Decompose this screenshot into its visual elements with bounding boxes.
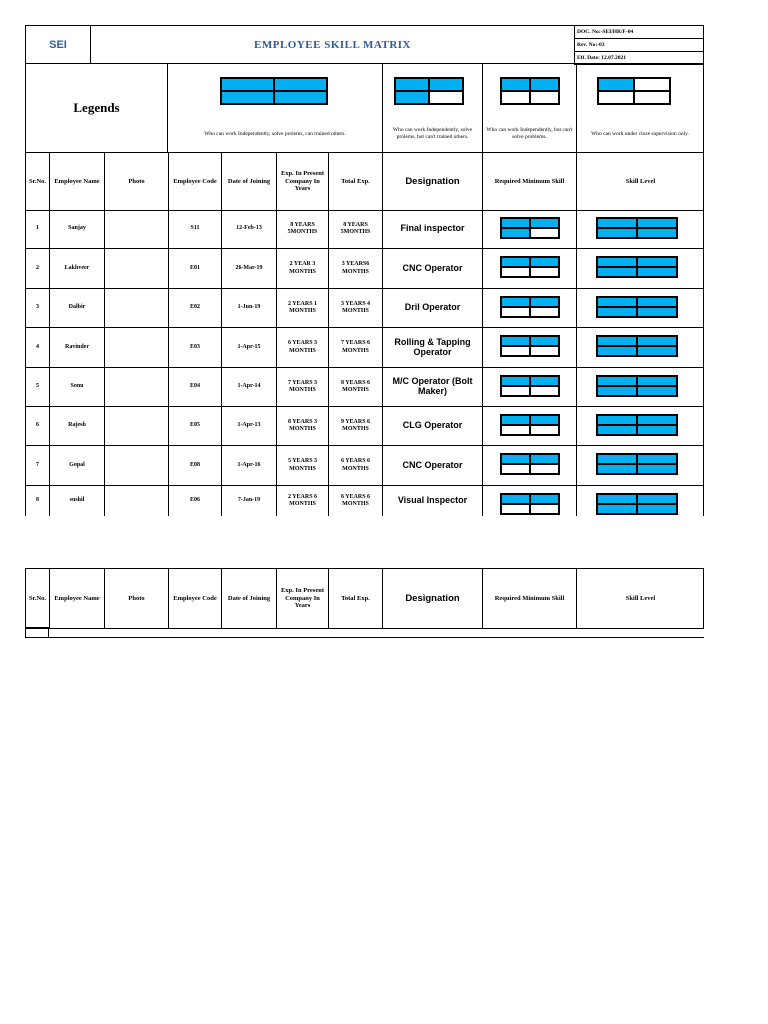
legend-2-cell-2 bbox=[429, 78, 463, 91]
col-photo-header: Photo bbox=[104, 568, 168, 629]
row-right-border bbox=[703, 328, 704, 368]
skill-level-box-cell-2 bbox=[637, 257, 677, 267]
skill-level-box-cell-2 bbox=[637, 494, 677, 504]
legend-4-cell-2 bbox=[634, 78, 670, 91]
srno-cell: 1 bbox=[25, 210, 49, 249]
srno-cell: 5 bbox=[25, 368, 49, 407]
empty-row-border bbox=[25, 637, 704, 638]
photo-cell bbox=[104, 289, 168, 328]
skill-level-box-cell-3 bbox=[597, 267, 637, 277]
legend-3-cell-3 bbox=[501, 91, 530, 104]
date-of-joining-cell: 1-Apr-14 bbox=[221, 368, 276, 407]
required-skill-box-cell-2 bbox=[530, 494, 559, 504]
required-skill-box-cell-3 bbox=[501, 346, 530, 356]
skill-level-box-cell-1 bbox=[597, 336, 637, 346]
exp-present-cell: 2 YEARS 1 MONTHS bbox=[276, 289, 328, 328]
srno-cell: 7 bbox=[25, 446, 49, 486]
total-exp-cell: 9 YEARS 6 MONTHS bbox=[328, 407, 382, 446]
legend-1-cell-4 bbox=[274, 91, 327, 104]
required-skill-box bbox=[500, 256, 560, 278]
col-employee-code-header: Employee Code bbox=[168, 568, 221, 629]
effective-date: Eff. Date: 12.07.2021 bbox=[574, 51, 704, 65]
employee-name-cell: Sanjay bbox=[49, 210, 104, 249]
required-skill-box-cell-3 bbox=[501, 504, 530, 514]
skill-level-box-cell-2 bbox=[637, 376, 677, 386]
row-right-border bbox=[703, 210, 704, 249]
required-skill-box-cell-4 bbox=[530, 504, 559, 514]
employee-code-cell: E02 bbox=[168, 289, 221, 328]
legend-1-cell-2 bbox=[274, 78, 327, 91]
required-skill-box-cell-1 bbox=[501, 336, 530, 346]
company-name: SEI bbox=[25, 25, 91, 64]
skill-level-box-cell-3 bbox=[597, 504, 637, 514]
skill-level-box-cell-1 bbox=[597, 297, 637, 307]
skill-level-box-cell-4 bbox=[637, 504, 677, 514]
designation-cell: CLG Operator bbox=[382, 407, 482, 446]
photo-cell bbox=[104, 249, 168, 289]
required-skill-box-cell-4 bbox=[530, 267, 559, 277]
exp-present-cell: 8 YEARS 3 MONTHS bbox=[276, 407, 328, 446]
date-of-joining-cell: 1-Apr-13 bbox=[221, 407, 276, 446]
skill-level-box-cell-4 bbox=[637, 267, 677, 277]
row-right-border bbox=[703, 368, 704, 407]
row-right-border bbox=[703, 446, 704, 486]
required-skill-box-cell-1 bbox=[501, 415, 530, 425]
required-skill-box bbox=[500, 335, 560, 357]
required-skill-box bbox=[500, 493, 560, 515]
page-title: EMPLOYEE SKILL MATRIX bbox=[90, 25, 575, 64]
required-skill-box-cell-1 bbox=[501, 218, 530, 228]
required-skill-box-cell-3 bbox=[501, 228, 530, 238]
required-skill-box bbox=[500, 414, 560, 436]
skill-level-box bbox=[596, 414, 678, 436]
skill-level-box-cell-4 bbox=[637, 346, 677, 356]
total-exp-cell: 7 YEARS 6 MONTHS bbox=[328, 328, 382, 368]
col-required-skill-header: Required Minimum Skill bbox=[482, 568, 576, 629]
designation-cell: CNC Operator bbox=[382, 446, 482, 486]
required-skill-box-cell-4 bbox=[530, 346, 559, 356]
skill-level-box-cell-4 bbox=[637, 425, 677, 435]
col-exp-present-header: Exp. In Present Company In Years bbox=[276, 152, 328, 211]
skill-level-box-cell-1 bbox=[597, 376, 637, 386]
col-designation-header: Designation bbox=[382, 152, 482, 211]
required-skill-box bbox=[500, 453, 560, 475]
skill-level-box-cell-1 bbox=[597, 415, 637, 425]
skill-level-box-cell-1 bbox=[597, 218, 637, 228]
total-exp-cell: 8 YEARS 6 MONTHS bbox=[328, 368, 382, 407]
legend-description-4: Who can work under close supervision only. bbox=[591, 130, 689, 137]
employee-name-cell: Gopal bbox=[49, 446, 104, 486]
employee-name-cell: sushil bbox=[49, 486, 104, 516]
photo-cell bbox=[104, 368, 168, 407]
exp-present-cell: 5 YEARS 3 MONTHS bbox=[276, 446, 328, 486]
skill-level-box bbox=[596, 335, 678, 357]
legend-description-1: Who can work Independently, solve prolems, can trained others. bbox=[204, 130, 346, 137]
date-of-joining-cell: 12-Feb-13 bbox=[221, 210, 276, 249]
skill-level-box bbox=[596, 453, 678, 475]
employee-code-cell: E06 bbox=[168, 486, 221, 516]
exp-present-cell: 6 YEARS 3 MONTHS bbox=[276, 328, 328, 368]
required-skill-box-cell-4 bbox=[530, 425, 559, 435]
skill-level-box-cell-3 bbox=[597, 425, 637, 435]
required-skill-box bbox=[500, 375, 560, 397]
date-of-joining-cell: 26-Mar-19 bbox=[221, 249, 276, 289]
designation-cell: Dril Operator bbox=[382, 289, 482, 328]
revision-number: Rev. No:-03 bbox=[574, 38, 704, 52]
col-total-exp-header: Total Exp. bbox=[328, 568, 382, 629]
required-skill-box-cell-3 bbox=[501, 425, 530, 435]
srno-cell: 6 bbox=[25, 407, 49, 446]
required-skill-box-cell-4 bbox=[530, 386, 559, 396]
photo-cell bbox=[104, 486, 168, 516]
exp-present-cell: 7 YEARS 3 MONTHS bbox=[276, 368, 328, 407]
required-skill-box-cell-3 bbox=[501, 307, 530, 317]
skill-level-box-cell-3 bbox=[597, 464, 637, 474]
legend-4-cell-3 bbox=[598, 91, 634, 104]
required-skill-box-cell-4 bbox=[530, 307, 559, 317]
photo-cell bbox=[104, 328, 168, 368]
skill-level-box bbox=[596, 296, 678, 318]
employee-name-cell: Ravinder bbox=[49, 328, 104, 368]
legend-description-2: Who can work Independently, solve prolems, but can't trained others. bbox=[392, 127, 473, 140]
designation-cell: Rolling & Tapping Operator bbox=[382, 328, 482, 368]
skill-level-box-cell-2 bbox=[637, 415, 677, 425]
photo-cell bbox=[104, 446, 168, 486]
required-skill-box-cell-2 bbox=[530, 454, 559, 464]
row-right-border bbox=[703, 249, 704, 289]
photo-cell bbox=[104, 210, 168, 249]
employee-code-cell: E08 bbox=[168, 446, 221, 486]
col-srno-header: Sr.No. bbox=[25, 568, 49, 629]
required-skill-box-cell-1 bbox=[501, 454, 530, 464]
col-total-exp-header: Total Exp. bbox=[328, 152, 382, 211]
srno-cell: 4 bbox=[25, 328, 49, 368]
skill-level-box-cell-3 bbox=[597, 346, 637, 356]
skill-level-box-cell-1 bbox=[597, 494, 637, 504]
employee-code-cell: E04 bbox=[168, 368, 221, 407]
col-srno-header: Sr.No. bbox=[25, 152, 49, 211]
required-skill-box-cell-2 bbox=[530, 376, 559, 386]
legend-box-4 bbox=[597, 77, 671, 105]
legend-3-cell-1 bbox=[501, 78, 530, 91]
exp-present-cell: 2 YEARS 6 MONTHS bbox=[276, 486, 328, 516]
required-skill-box-cell-3 bbox=[501, 267, 530, 277]
total-exp-cell: 6 YEARS 6 MONTHS bbox=[328, 486, 382, 516]
col-date-of-joining-header: Date of Joining bbox=[221, 152, 276, 211]
skill-level-box-cell-3 bbox=[597, 307, 637, 317]
col-employee-name-header: Employee Name bbox=[49, 152, 104, 211]
required-skill-box-cell-2 bbox=[530, 218, 559, 228]
designation-cell: Final inspector bbox=[382, 210, 482, 249]
employee-code-cell: S11 bbox=[168, 210, 221, 249]
legend-2-cell-4 bbox=[429, 91, 463, 104]
required-skill-box-cell-2 bbox=[530, 257, 559, 267]
col-skill-level-header: Skill Level bbox=[576, 568, 704, 629]
date-of-joining-cell: 1-Apr-16 bbox=[221, 446, 276, 486]
table-right-border bbox=[703, 152, 704, 211]
col-employee-name-header: Employee Name bbox=[49, 568, 104, 629]
col-photo-header: Photo bbox=[104, 152, 168, 211]
required-skill-box bbox=[500, 217, 560, 239]
required-skill-box-cell-2 bbox=[530, 336, 559, 346]
skill-level-box bbox=[596, 256, 678, 278]
skill-level-box-cell-2 bbox=[637, 218, 677, 228]
legend-2-cell-1 bbox=[395, 78, 429, 91]
employee-code-cell: E01 bbox=[168, 249, 221, 289]
employee-name-cell: Lakhveer bbox=[49, 249, 104, 289]
employee-name-cell: Dalbir bbox=[49, 289, 104, 328]
required-skill-box-cell-1 bbox=[501, 376, 530, 386]
required-skill-box-cell-1 bbox=[501, 297, 530, 307]
skill-level-box-cell-4 bbox=[637, 386, 677, 396]
skill-level-box bbox=[596, 493, 678, 515]
col-skill-level-header: Skill Level bbox=[576, 152, 704, 211]
srno-cell: 8 bbox=[25, 486, 49, 516]
required-skill-box-cell-1 bbox=[501, 494, 530, 504]
designation-cell: M/C Operator (Bolt Maker) bbox=[382, 368, 482, 407]
date-of-joining-cell: 1-Jun-19 bbox=[221, 289, 276, 328]
exp-present-cell: 8 YEARS 5MONTHS bbox=[276, 210, 328, 249]
skill-level-box-cell-2 bbox=[637, 336, 677, 346]
total-exp-cell: 3 YEARS 4 MONTHS bbox=[328, 289, 382, 328]
srno-cell: 2 bbox=[25, 249, 49, 289]
employee-name-cell: Rajesh bbox=[49, 407, 104, 446]
col-employee-code-header: Employee Code bbox=[168, 152, 221, 211]
legend-4-cell-4 bbox=[634, 91, 670, 104]
required-skill-box-cell-3 bbox=[501, 464, 530, 474]
required-skill-box bbox=[500, 296, 560, 318]
required-skill-box-cell-4 bbox=[530, 464, 559, 474]
skill-level-box-cell-2 bbox=[637, 454, 677, 464]
legend-box-2 bbox=[394, 77, 464, 105]
legend-1-cell-1 bbox=[221, 78, 274, 91]
skill-level-box bbox=[596, 375, 678, 397]
designation-cell: CNC Operator bbox=[382, 249, 482, 289]
doc-number: DOC. No:-SEI/HR/F-04 bbox=[574, 25, 704, 39]
legend-box-3 bbox=[500, 77, 560, 105]
required-skill-box-cell-4 bbox=[530, 228, 559, 238]
row-right-border bbox=[703, 486, 704, 516]
legend-1-cell-3 bbox=[221, 91, 274, 104]
legend-2-cell-3 bbox=[395, 91, 429, 104]
skill-level-box-cell-4 bbox=[637, 464, 677, 474]
skill-level-box bbox=[596, 217, 678, 239]
skill-level-box-cell-3 bbox=[597, 228, 637, 238]
table-right-border bbox=[703, 568, 704, 629]
required-skill-box-cell-1 bbox=[501, 257, 530, 267]
skill-level-box-cell-4 bbox=[637, 307, 677, 317]
skill-level-box-cell-1 bbox=[597, 454, 637, 464]
row-right-border bbox=[703, 289, 704, 328]
employee-code-cell: E03 bbox=[168, 328, 221, 368]
skill-level-box-cell-3 bbox=[597, 386, 637, 396]
col-date-of-joining-header: Date of Joining bbox=[221, 568, 276, 629]
date-of-joining-cell: 1-Apr-15 bbox=[221, 328, 276, 368]
total-exp-cell: 8 YEARS 5MONTHS bbox=[328, 210, 382, 249]
legends-label: Legends bbox=[25, 63, 168, 153]
skill-level-box-cell-4 bbox=[637, 228, 677, 238]
legend-box-1 bbox=[220, 77, 328, 105]
skill-level-box-cell-1 bbox=[597, 257, 637, 267]
employee-name-cell: Sonu bbox=[49, 368, 104, 407]
employee-code-cell: E05 bbox=[168, 407, 221, 446]
total-exp-cell: 3 YEARS6 MONTHS bbox=[328, 249, 382, 289]
col-required-skill-header: Required Minimum Skill bbox=[482, 152, 576, 211]
total-exp-cell: 6 YEARS 6 MONTHS bbox=[328, 446, 382, 486]
col-exp-present-header: Exp. In Present Company In Years bbox=[276, 568, 328, 629]
exp-present-cell: 2 YEAR 3 MONTHS bbox=[276, 249, 328, 289]
photo-cell bbox=[104, 407, 168, 446]
legend-3-cell-4 bbox=[530, 91, 559, 104]
date-of-joining-cell: 7-Jan-19 bbox=[221, 486, 276, 516]
row-right-border bbox=[703, 407, 704, 446]
legend-3-cell-2 bbox=[530, 78, 559, 91]
required-skill-box-cell-2 bbox=[530, 297, 559, 307]
required-skill-box-cell-2 bbox=[530, 415, 559, 425]
designation-cell: Visual Inspector bbox=[382, 486, 482, 516]
legend-4-cell-1 bbox=[598, 78, 634, 91]
legend-description-3: Who can work Independently, but can't solve problems. bbox=[486, 127, 573, 140]
col-designation-header: Designation bbox=[382, 568, 482, 629]
srno-cell: 3 bbox=[25, 289, 49, 328]
skill-level-box-cell-2 bbox=[637, 297, 677, 307]
required-skill-box-cell-3 bbox=[501, 386, 530, 396]
